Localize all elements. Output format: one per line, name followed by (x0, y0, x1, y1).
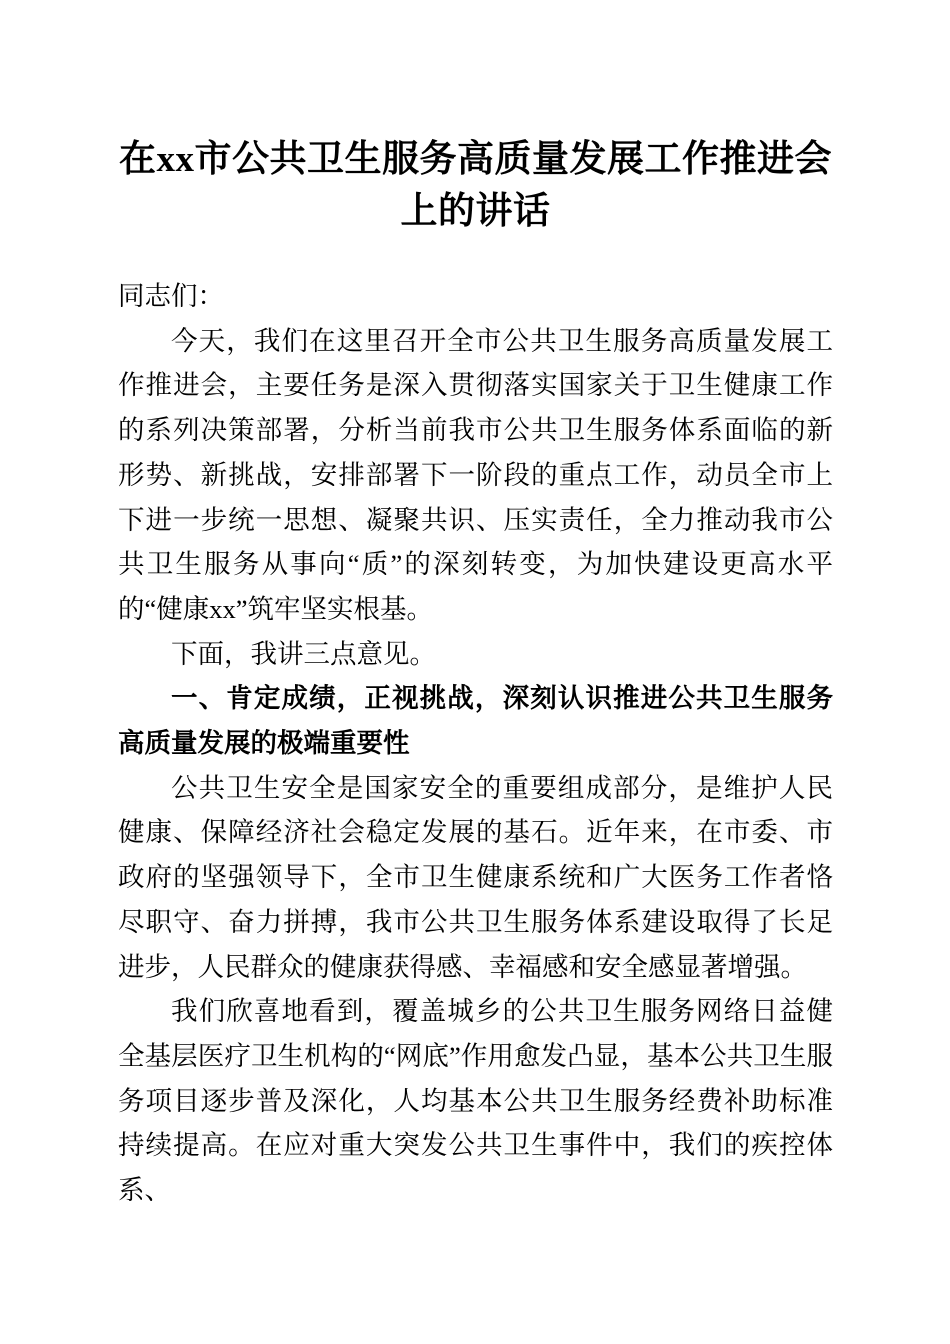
document-content (118, 134, 833, 1213)
document-title-line1: 在xx市公共卫生服务高质量发展工作推进会 (119, 139, 832, 180)
salutation: 同志们： (118, 281, 224, 311)
document-title (118, 134, 833, 238)
document-title-line2: 上的讲话 (400, 191, 551, 232)
section-heading-1: 一、肯定成绩，正视挑战，深刻认识推进公共卫生服务高质量发展的极端重要性 (118, 683, 833, 759)
paragraph-progress: 我们欣喜地看到，覆盖城乡的公共卫生服务网络日益健全基层医疗卫生机构的“网底”作用愈发凸显，基本公共卫生服务项目逐步普及深化，人均基本公共卫生服务经费补助标准持续提高。在应对重大突发公共卫生事件中，我们的疾控体系、 (118, 996, 833, 1206)
paragraph-achievements: 公共卫生安全是国家安全的重要组成部分，是维护人民健康、保障经济社会稳定发展的基石。近年来，在市委、市政府的坚强领导下，全市卫生健康系统和广大医务工作者恪尽职守、奋力拼搏，我市公共卫生服务体系建设取得了长足进步，人民群众的健康获得感、幸福感和安全感显著增强。 (118, 772, 833, 982)
paragraph-transition: 下面，我讲三点意见。 (171, 638, 436, 669)
paragraph-opening: 今天，我们在这里召开全市公共卫生服务高质量发展工作推进会，主要任务是深入贯彻落实国家关于卫生健康工作的系列决策部署，分析当前我市公共卫生服务体系面临的新形势、新挑战，安排部署下一阶段的重点工作，动员全市上下进一步统一思想、凝聚共识、压实责任，全力推动我市公共卫生服务从事向“质”的深刻转变，为加快建设更高水平的“健康xx”筑牢坚实根基。 (118, 325, 833, 624)
